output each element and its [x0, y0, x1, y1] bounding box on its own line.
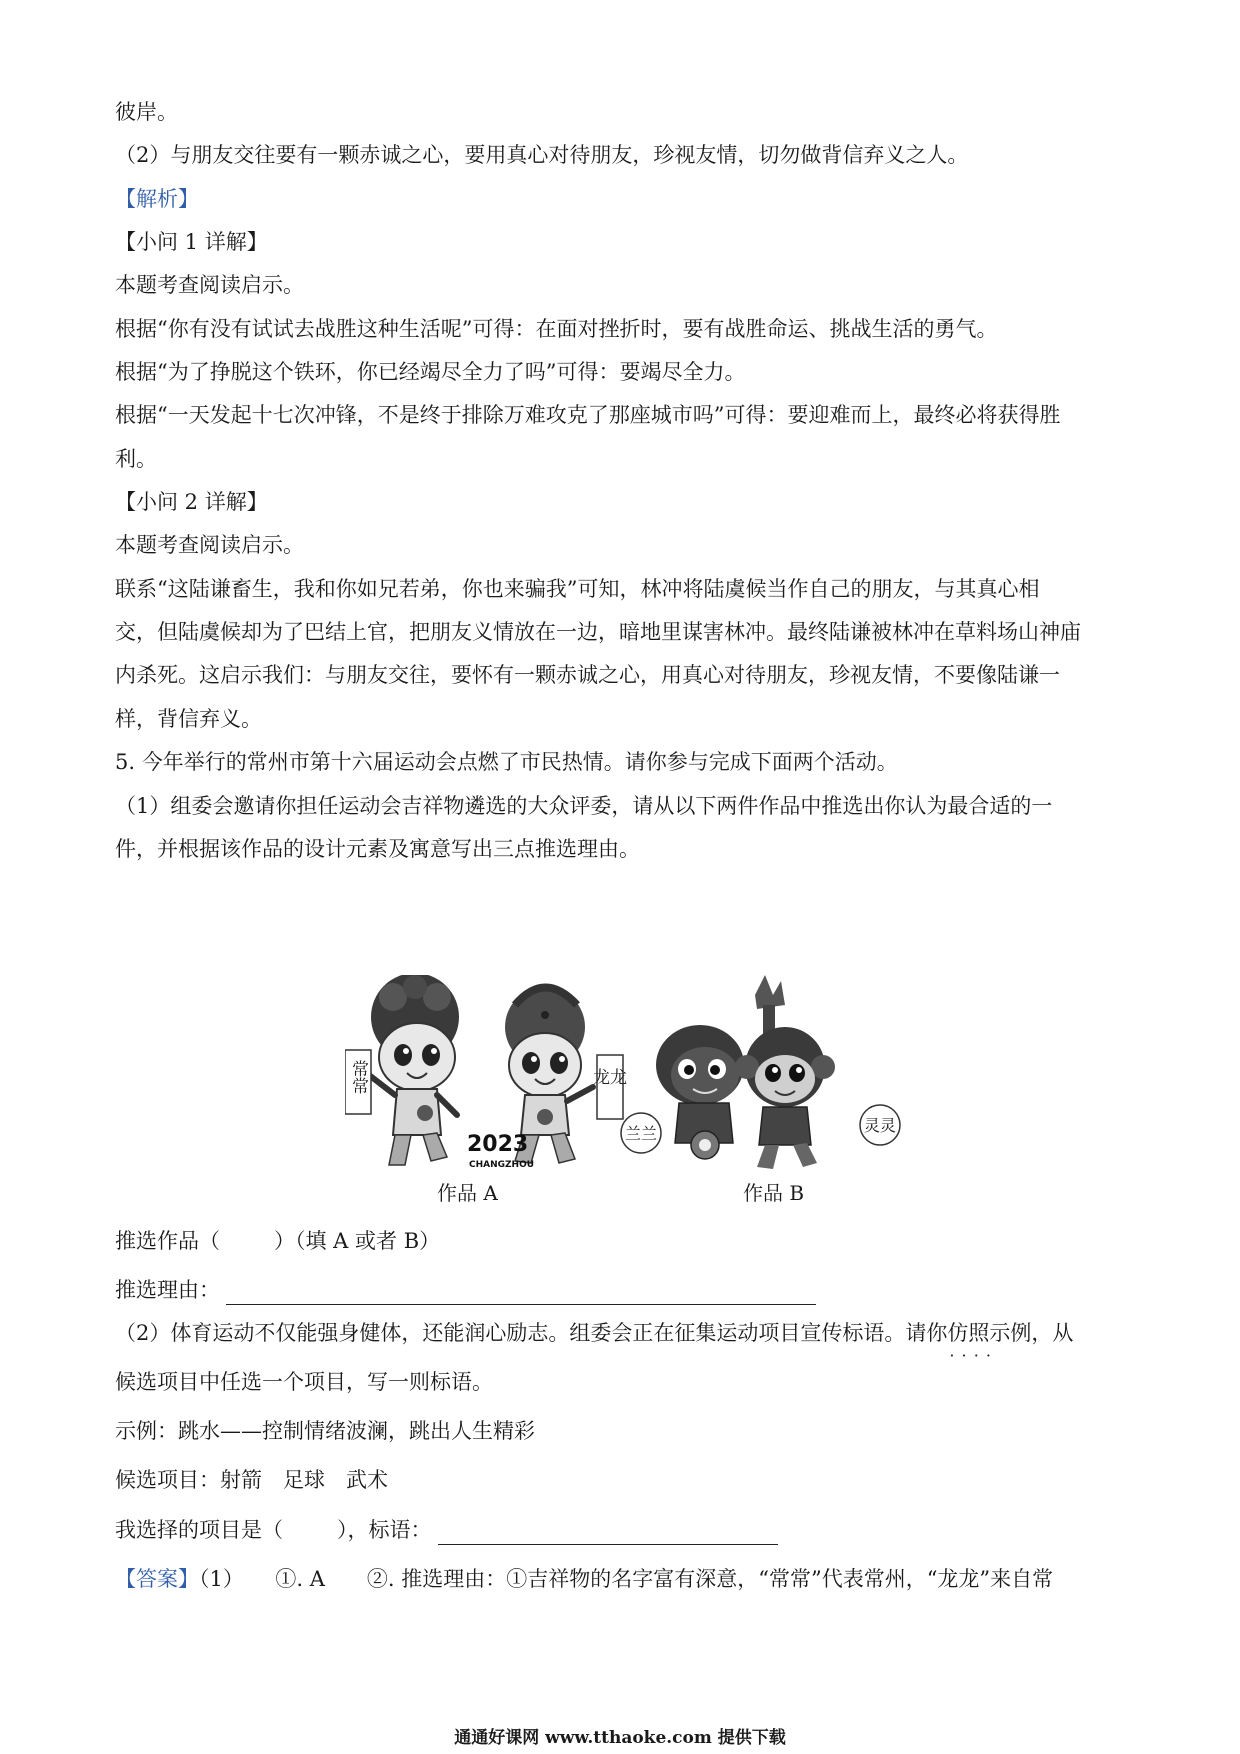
choice-prefix: 我选择的项目是（ [115, 1518, 283, 1542]
select-work-line [115, 1226, 1135, 1256]
analysis-heading: 【解析】 [115, 187, 199, 211]
select-work-suffix: ）（填 A 或者 B） [274, 1229, 441, 1253]
text-line: 根据“为了挣脱这个铁环，你已经竭尽全力了吗”可得：要竭尽全力。 [115, 360, 746, 384]
text-line: 利。 [115, 447, 157, 471]
choice-line [115, 1515, 1135, 1545]
caption-work-b: 作品 B [743, 1181, 805, 1205]
question-5-part-2 [115, 1318, 1135, 1348]
subquestion-heading: 【小问 1 详解】 [115, 230, 268, 254]
mascot-b-left [656, 1025, 744, 1159]
year-mark: 2023 [467, 1132, 529, 1157]
mascot-a-left [369, 975, 459, 1165]
text-line: 彼岸。 [115, 100, 178, 124]
text-line: 本题考查阅读启示。 [115, 273, 304, 297]
label-a-right: 龙龙 [593, 1068, 627, 1088]
candidates-line: 候选项目：射箭 足球 武术 [115, 1468, 388, 1492]
select-work-prefix: 推选作品（ [115, 1229, 220, 1253]
text-line: （1）组委会邀请你担任运动会吉祥物遴选的大众评委，请从以下两件作品中推选出你认为最合适的一 [115, 794, 1053, 818]
text-line: 根据“你有没有试试去战胜这种生活呢”可得：在面对挫折时，要有战胜命运、挑战生活的勇气。 [115, 317, 998, 341]
text-line: 候选项目中任选一个项目，写一则标语。 [115, 1370, 493, 1394]
answer-line [115, 1564, 1135, 1594]
reason-blank[interactable] [226, 1280, 816, 1305]
city-mark: CHANGZHOU [469, 1160, 535, 1170]
label-b-right: 灵灵 [863, 1116, 897, 1135]
text-line: 交，但陆虞候却为了巴结上官，把朋友义情放在一边，暗地里谋害林冲。最终陆谦被林冲在草料场山神庙 [115, 620, 1081, 644]
text-line: 根据“一天发起十七次冲锋，不是终于排除万难攻克了那座城市吗”可得：要迎难而上，最终必将获得胜 [115, 403, 1061, 427]
mascot-illustration [345, 975, 905, 1175]
text-line: 内杀死。这启示我们：与朋友交往，要怀有一颗赤诚之心，用真心对待朋友，珍视友情，不要像陆谦一 [115, 663, 1060, 687]
label-b-left: 兰兰 [624, 1124, 658, 1143]
caption-work-a: 作品 A [437, 1181, 498, 1205]
mascot-b-right [735, 1027, 835, 1169]
label-a-left: 常常 [348, 1060, 368, 1094]
mascot-figure [345, 975, 905, 1175]
answer-heading: 【答案】 [115, 1567, 199, 1591]
text-line: 样，背信弃义。 [115, 707, 262, 731]
text-line: 联系“这陆谦畜生，我和你如兄若弟，你也来骗我”可知，林冲将陆虞候当作自己的朋友，与其真心相 [115, 577, 1040, 601]
slogan-blank[interactable] [438, 1520, 778, 1545]
example-line: 示例：跳水——控制情绪波澜，跳出人生精彩 [115, 1419, 535, 1443]
answer-text: （1） ①. A ②. 推选理由：①吉祥物的名字富有深意，“常常”代表常州，“龙龙”来自常 [199, 1567, 1054, 1591]
choice-suffix: ），标语： [337, 1518, 432, 1542]
part-2-text-end: ，从 [1031, 1321, 1074, 1345]
question-5: 5. 今年举行的常州市第十六届运动会点燃了市民热情。请你参与完成下面两个活动。 [115, 750, 898, 774]
reason-label: 推选理由： [115, 1278, 220, 1302]
footer: 通通好课网 www.tthaoke.com 提供下载 [454, 1728, 786, 1748]
text-line: 件，并根据该作品的设计元素及寓意写出三点推选理由。 [115, 837, 640, 861]
subquestion-heading: 【小问 2 详解】 [115, 490, 268, 514]
text-line: （2）与朋友交往要有一颗赤诚之心，要用真心对待朋友，珍视友情，切勿做背信弃义之人。 [115, 143, 969, 167]
part-2-text: （2）体育运动不仅能强身健体，还能润心励志。组委会正在征集运动项目宣传标语。请你 [115, 1321, 948, 1345]
reason-line [115, 1275, 1135, 1305]
emphasis-text: 仿照示例 · · · · [947, 1321, 1031, 1345]
text-line: 本题考查阅读启示。 [115, 533, 304, 557]
